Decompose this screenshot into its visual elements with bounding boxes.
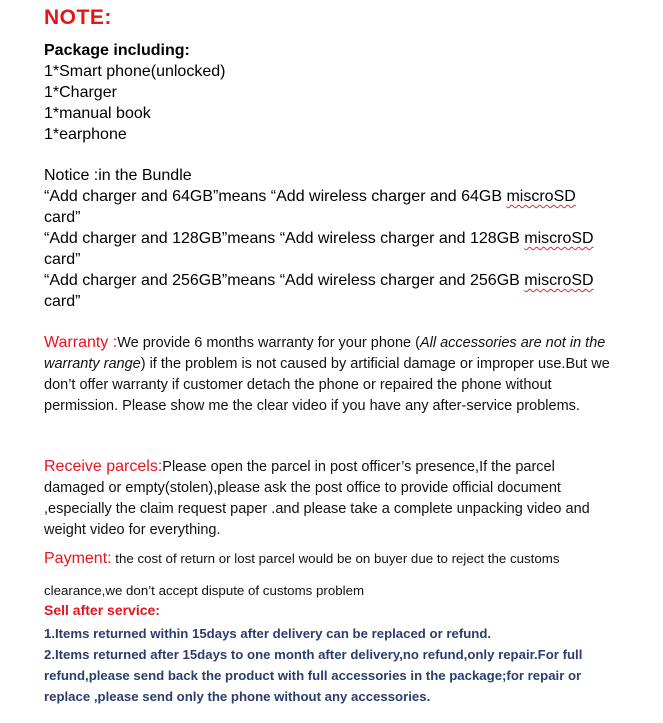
package-item-manual: 1*manual book	[44, 105, 151, 122]
package-item-phone: 1*Smart phone(unlocked)	[44, 63, 226, 80]
warranty-text-end: ) if the problem is not caused by artificial damage or improper use.But we don’t offer warranty if customer detach the phone or repaired the phone without permission. Please show me the clear video if you have any after-service problems.	[44, 356, 610, 414]
notice-text: “Add charger and 256GB”means “Add wireless charger and 256GB	[44, 272, 525, 289]
receive-text: Please open the parcel in post officer’s presence,If the parcel damaged or empty(stolen),please ask the post office to provide official document ,especially the claim request paper .and please take a complete unpacking video and weight video for everything.	[44, 459, 590, 538]
warranty-italic: All accessories are not in the warranty range	[44, 335, 606, 372]
warranty-paragraph	[44, 332, 614, 417]
receive-paragraph	[44, 456, 614, 541]
sell-after-service-title: Sell after service:	[44, 602, 160, 618]
payment-label: Payment:	[44, 550, 112, 567]
sell-item-1: 1.Items returned within 15days after delivery can be replaced or refund.	[44, 626, 492, 641]
package-item-charger: 1*Charger	[44, 84, 117, 101]
package-item-earphone: 1*earphone	[44, 126, 127, 143]
sell-item-2: 2.Items returned after 15days to one month after delivery,no refund,only repair.For full refund,please send back the product with full accessories in the package;for repair or replace ,please send only the phone without any accessories.	[44, 647, 583, 704]
spellcheck-word: miscroSD	[524, 272, 594, 289]
spellcheck-word: miscroSD	[506, 188, 576, 205]
notice-text: “Add charger and 64GB”means “Add wireless charger and 64GB	[44, 188, 507, 205]
notice-line-256gb-cont: card”	[44, 293, 81, 310]
spellcheck-word: miscroSD	[524, 230, 594, 247]
notice-line-128gb-cont: card”	[44, 251, 81, 268]
notice-text: “Add charger and 128GB”means “Add wireless charger and 128GB	[44, 230, 525, 247]
payment-text: the cost of return or lost parcel would be on buyer due to reject the customs	[111, 551, 560, 566]
notice-line-64gb	[44, 186, 576, 207]
warranty-label: Warranty :	[44, 334, 118, 351]
note-title: NOTE:	[44, 6, 112, 29]
notice-line-64gb-cont: card”	[44, 209, 81, 226]
package-heading: Package including:	[44, 42, 190, 59]
notice-line-256gb	[44, 270, 594, 291]
notice-line-128gb	[44, 228, 594, 249]
payment-line-2: clearance,we don’t accept dispute of customs problem	[44, 583, 365, 598]
payment-line-1	[44, 550, 624, 568]
warranty-text-start: We provide 6 months warranty for your phone (	[117, 335, 420, 351]
receive-label: Receive parcels:	[44, 458, 163, 475]
notice-heading: Notice :in the Bundle	[44, 167, 192, 184]
